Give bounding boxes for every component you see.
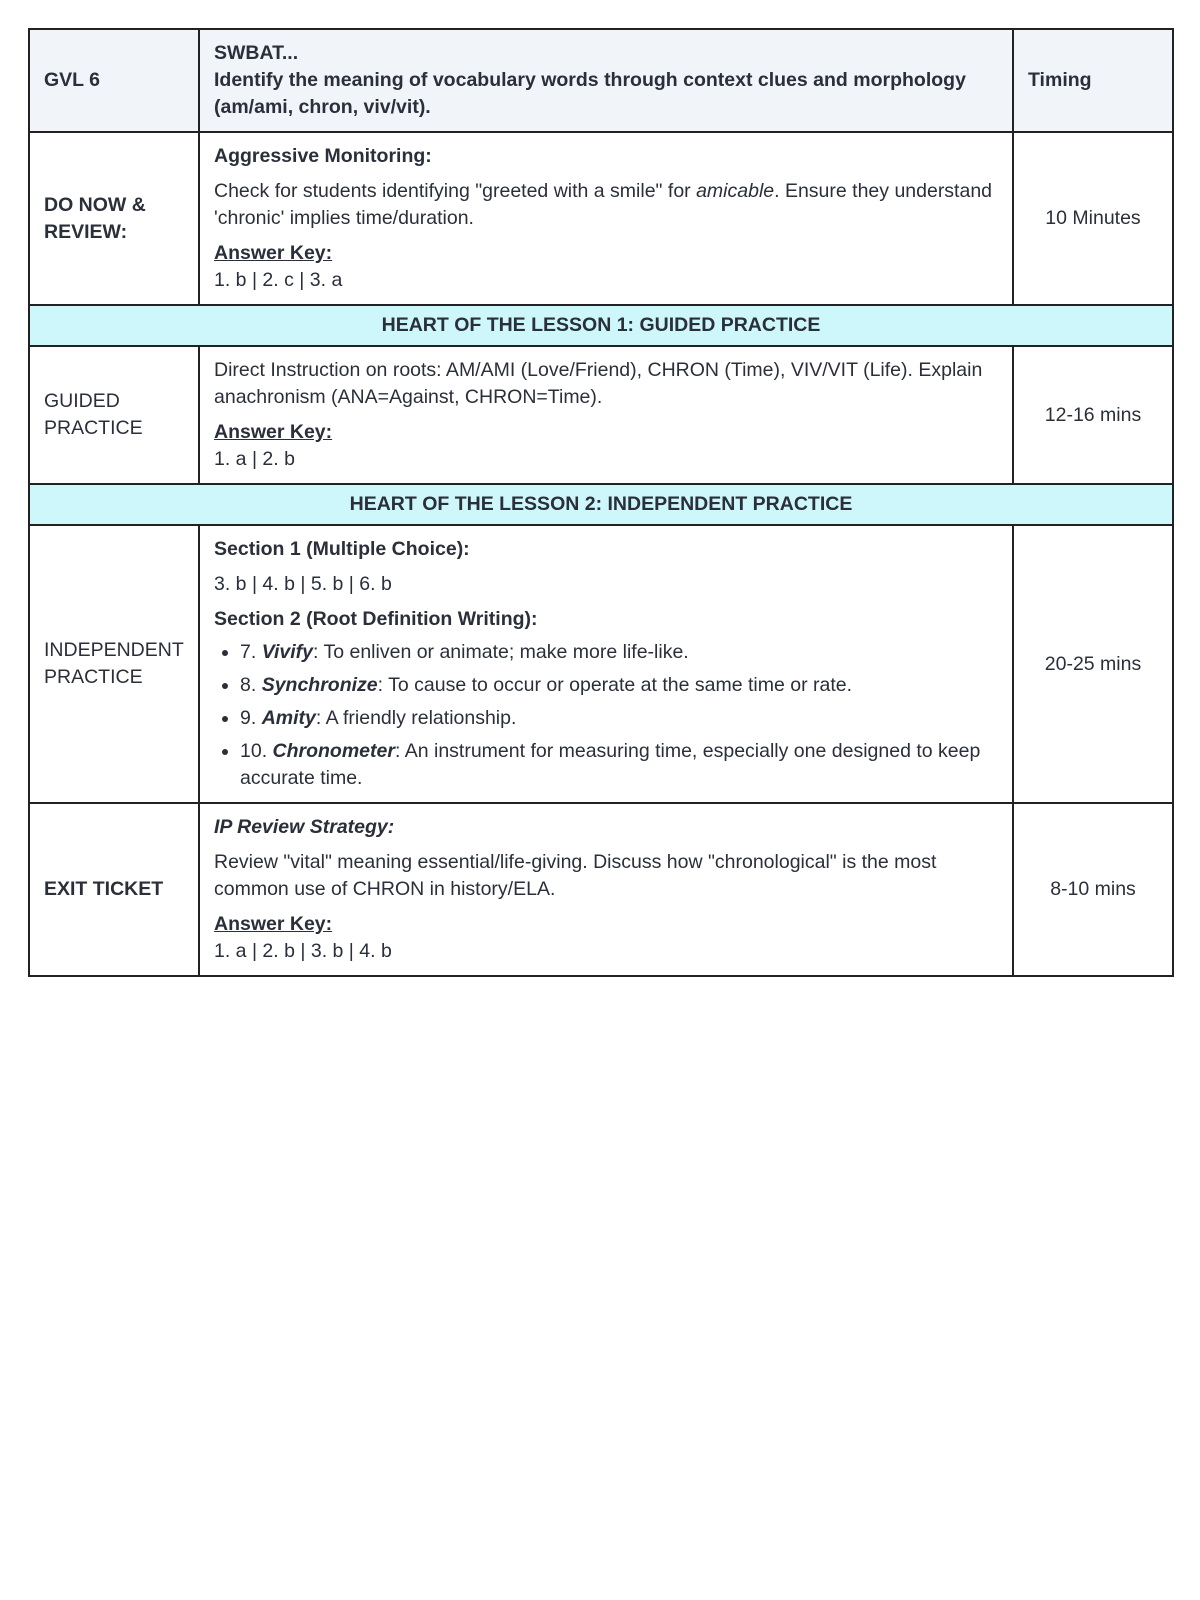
exit-label: EXIT TICKET xyxy=(29,803,199,976)
section2-heading: Section 2 (Root Definition Writing): xyxy=(214,608,538,630)
do-now-label: DO NOW & REVIEW: xyxy=(29,132,199,305)
item-definition: : An instrument for measuring time, especially one designed to keep accurate time. xyxy=(240,740,981,789)
do-now-text xyxy=(214,178,998,232)
answer-key: 1. b | 2. c | 3. a xyxy=(214,269,343,291)
list-item xyxy=(240,738,998,792)
header-row xyxy=(29,29,1173,132)
answer-key-label: Answer Key: xyxy=(214,913,333,935)
text-part: Check for students identifying "greeted with a smile" for xyxy=(214,180,697,202)
answer-key-label: Answer Key: xyxy=(214,421,333,443)
section-band xyxy=(29,305,1173,346)
objective-cell xyxy=(199,29,1013,132)
list-item xyxy=(240,639,998,666)
independent-content xyxy=(199,525,1013,803)
list-item xyxy=(240,672,998,699)
answer-key: 1. a | 2. b xyxy=(214,448,295,470)
independent-row xyxy=(29,525,1173,803)
exit-heading: IP Review Strategy: xyxy=(214,816,395,838)
exit-ticket-row xyxy=(29,803,1173,976)
item-number: 8. xyxy=(240,674,257,696)
section-band xyxy=(29,484,1173,525)
swbat-label: SWBAT... xyxy=(214,42,299,64)
do-now-row xyxy=(29,132,1173,305)
do-now-heading: Aggressive Monitoring: xyxy=(214,145,432,167)
item-number: 9. xyxy=(240,707,257,729)
list-item xyxy=(240,705,998,732)
objective-text: Identify the meaning of vocabulary words through context clues and morphology (am/ami, chron, viv/vit). xyxy=(214,69,966,118)
exit-timing: 8-10 mins xyxy=(1013,803,1173,976)
item-definition: : A friendly relationship. xyxy=(315,707,517,729)
item-definition: : To cause to occur or operate at the same time or rate. xyxy=(377,674,853,696)
guided-label: GUIDED PRACTICE xyxy=(29,346,199,484)
do-now-timing: 10 Minutes xyxy=(1013,132,1173,305)
independent-label: INDEPENDENT PRACTICE xyxy=(29,525,199,803)
section1-heading: Section 1 (Multiple Choice): xyxy=(214,538,470,560)
do-now-content xyxy=(199,132,1013,305)
lesson-plan-table xyxy=(28,28,1174,977)
italic-word: amicable xyxy=(696,180,775,202)
guided-text: Direct Instruction on roots: AM/AMI (Love/Friend), CHRON (Time), VIV/VIT (Life). Explain anachronism (ANA=Against, CHRON=Time). xyxy=(214,359,983,408)
text-part: . Ensure they understand 'chronic' implies time/duration. xyxy=(214,180,993,229)
grade-cell: GVL 6 xyxy=(29,29,199,132)
item-word: Chronometer xyxy=(272,740,395,762)
exit-text: Review "vital" meaning essential/life-giving. Discuss how "chronological" is the most common use of CHRON in history/ELA. xyxy=(214,851,937,900)
guided-row xyxy=(29,346,1173,484)
answer-key-label: Answer Key: xyxy=(214,242,333,264)
band-guided-practice: HEART OF THE LESSON 1: GUIDED PRACTICE xyxy=(29,305,1173,346)
section1-answers: 3. b | 4. b | 5. b | 6. b xyxy=(214,573,392,595)
item-number: 7. xyxy=(240,641,257,663)
item-word: Amity xyxy=(261,707,316,729)
item-definition: : To enliven or animate; make more life-like. xyxy=(313,641,689,663)
exit-content xyxy=(199,803,1013,976)
item-word: Vivify xyxy=(261,641,313,663)
item-number: 10. xyxy=(240,740,268,762)
definition-list xyxy=(214,639,998,792)
item-word: Synchronize xyxy=(261,674,378,696)
independent-timing: 20-25 mins xyxy=(1013,525,1173,803)
timing-header: Timing xyxy=(1013,29,1173,132)
answer-key: 1. a | 2. b | 3. b | 4. b xyxy=(214,940,392,962)
band-independent-practice: HEART OF THE LESSON 2: INDEPENDENT PRACTICE xyxy=(29,484,1173,525)
guided-content xyxy=(199,346,1013,484)
guided-timing: 12-16 mins xyxy=(1013,346,1173,484)
